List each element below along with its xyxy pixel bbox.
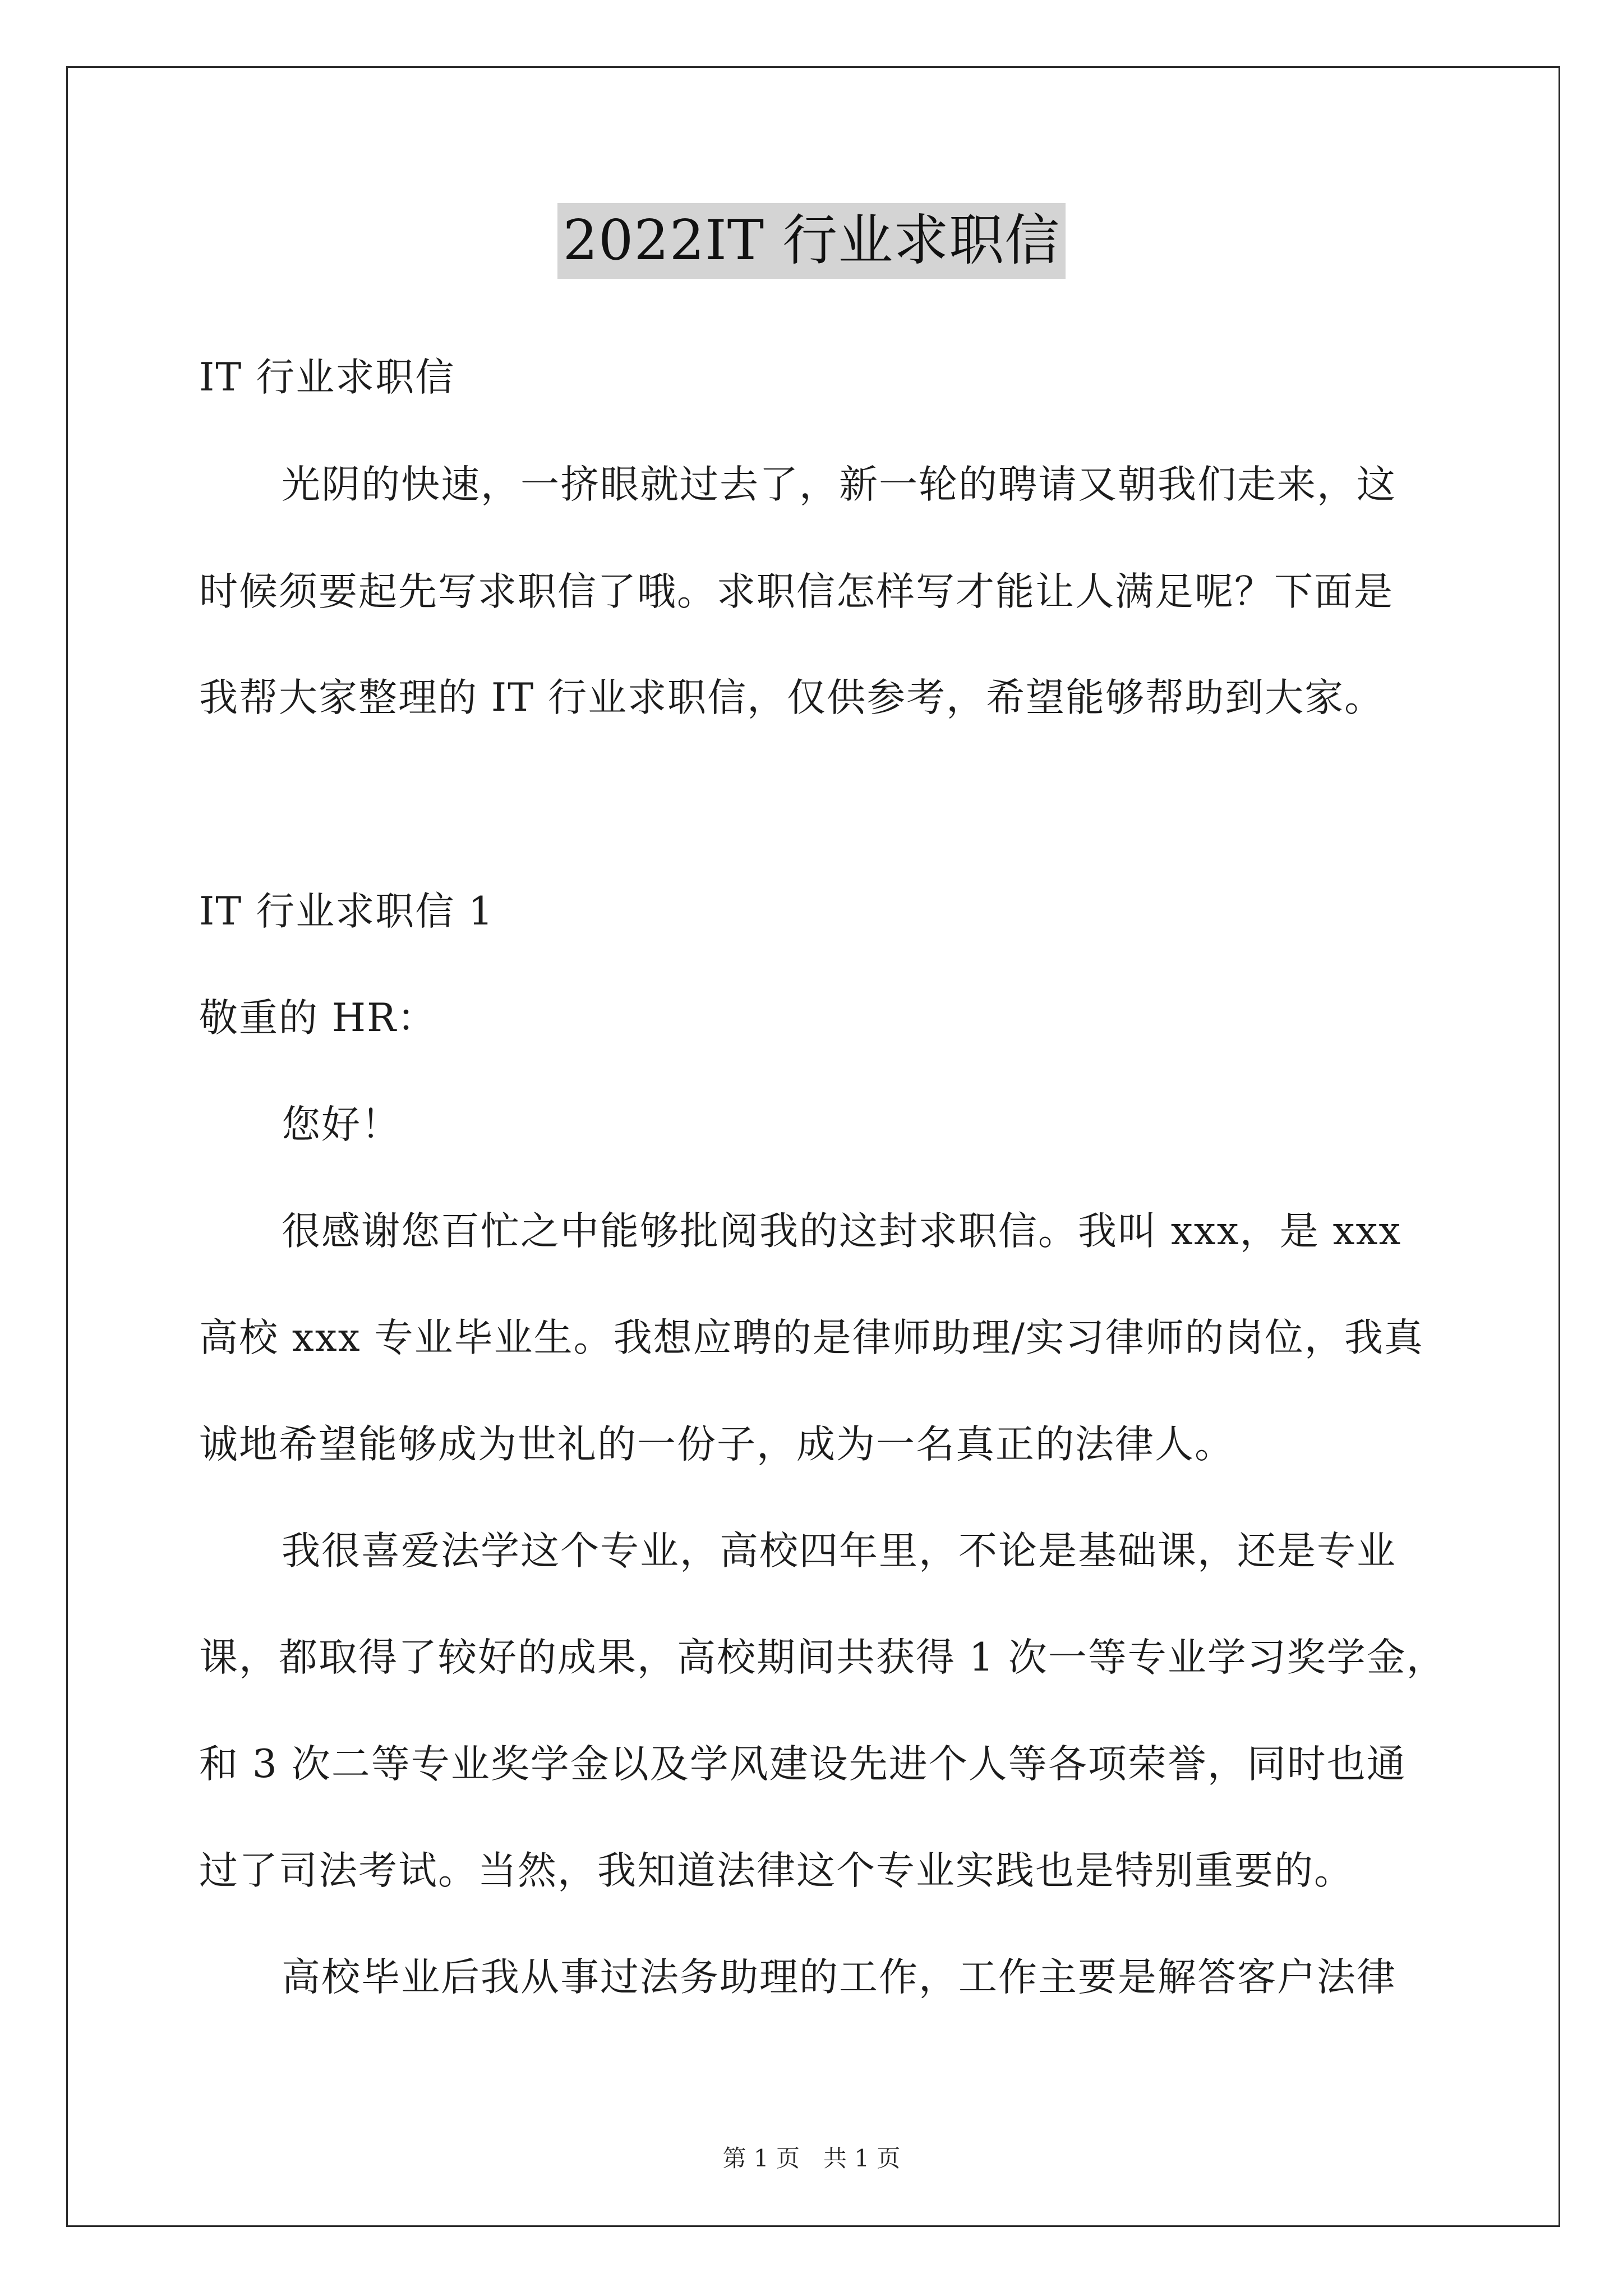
page-footer: 第 1 页 共 1 页 <box>722 2145 901 2172</box>
paragraph-line: 和 3 次二等专业奖学金以及学风建设先进个人等各项荣誉，同时也通 <box>199 1742 1407 1787</box>
paragraph-line: 时候须要起先写求职信了哦。求职信怎样写才能让人满足呢？下面是 <box>199 569 1394 614</box>
paragraph-line: 过了司法考试。当然，我知道法律这个专业实践也是特别重要的。 <box>199 1848 1354 1893</box>
letter-heading: IT 行业求职信 1 <box>199 889 495 934</box>
section-heading: IT 行业求职信 <box>199 355 455 400</box>
paragraph-line: 诚地希望能够成为世礼的一份子，成为一名真正的法律人。 <box>199 1422 1234 1467</box>
greeting: 您好！ <box>282 1102 401 1147</box>
paragraph-line: 很感谢您百忙之中能够批阅我的这封求职信。我叫 xxx，是 xxx <box>282 1209 1402 1254</box>
paragraph-line: 我帮大家整理的 IT 行业求职信，仅供参考，希望能够帮助到大家。 <box>199 675 1385 720</box>
title-container <box>0 203 1623 279</box>
paragraph-line: 高校 xxx 专业毕业生。我想应聘的是律师助理/实习律师的岗位，我真 <box>199 1315 1424 1360</box>
paragraph-line: 我很喜爱法学这个专业，高校四年里，不论是基础课，还是专业 <box>282 1529 1396 1573</box>
paragraph-line: 高校毕业后我从事过法务助理的工作，工作主要是解答客户法律 <box>282 1955 1396 2000</box>
paragraph-line: 课，都取得了较好的成果，高校期间共获得 1 次一等专业学习奖学金， <box>199 1635 1446 1680</box>
paragraph-line: 光阴的快速，一挤眼就过去了，新一轮的聘请又朝我们走来，这 <box>282 462 1396 507</box>
document-title: 2022IT 行业求职信 <box>557 203 1066 279</box>
salutation: 敬重的 HR： <box>199 996 437 1041</box>
